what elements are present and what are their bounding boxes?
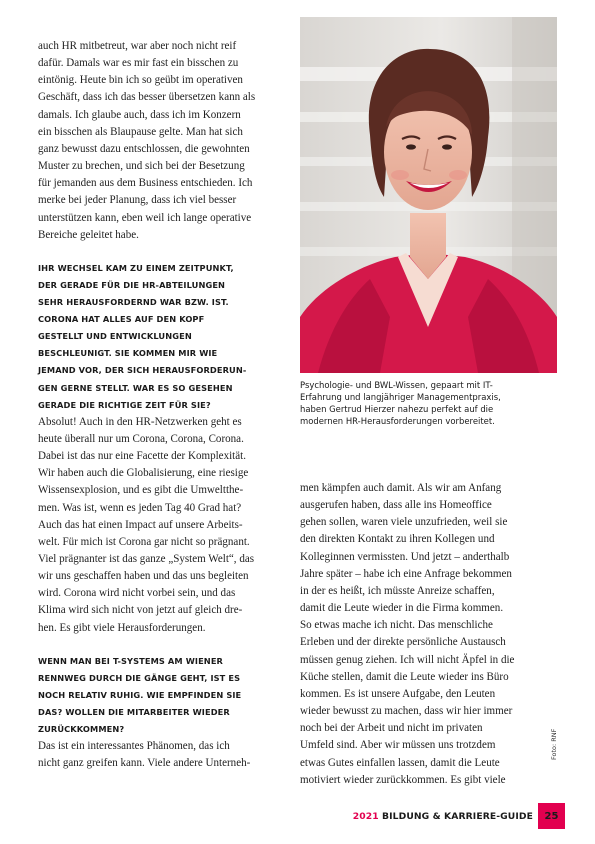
text-line: men. Was ist, wenn es jeden Tag 40 Grad hat? bbox=[38, 501, 242, 514]
text-line: DER GERADE FÜR DIE HR-ABTEILUNGEN bbox=[38, 279, 226, 290]
text-line: eintönig. Heute bin ich so geübt im operativen bbox=[38, 74, 243, 87]
text-line: modernen HR-Herausforderungen vorbereitet. bbox=[300, 416, 495, 427]
text-line: Viel prägnanter ist das ganze „System Welt“, das bbox=[38, 552, 255, 565]
text-line: auch HR mitbetreut, war aber noch nicht reif bbox=[38, 40, 237, 52]
text-line: NOCH RELATIV RUHIG. WIE EMPFINDEN SIE bbox=[38, 689, 242, 700]
interview-answer-1 bbox=[38, 414, 276, 637]
photo-caption bbox=[300, 379, 558, 427]
text-line: Auch das hat einen Impact auf unsere Arbeits- bbox=[38, 518, 243, 531]
text-line: Wissensexplosion, und es gibt die Umweltthe- bbox=[38, 484, 244, 497]
right-column bbox=[300, 480, 538, 789]
text-line: haben Gertrud Hierzer nahezu perfekt auf die bbox=[300, 404, 494, 415]
intro-paragraph bbox=[38, 38, 276, 244]
continued-answer bbox=[300, 480, 538, 789]
text-line: etwas Gutes einfallen lassen, damit die Leute bbox=[300, 756, 500, 769]
text-line: Jahre später – habe ich eine Anfrage bekommen bbox=[300, 567, 512, 580]
text-line: wir uns geschaffen haben und das uns begleiten bbox=[38, 570, 249, 583]
text-line: GESTELLT UND ENTWICKLUNGEN bbox=[38, 331, 192, 342]
text-line: müssen genug ziehen. Ich will nicht Äpfel in die bbox=[300, 653, 515, 666]
text-line: DAS? WOLLEN DIE MITARBEITER WIEDER bbox=[38, 707, 230, 718]
footer-title bbox=[353, 811, 533, 822]
text-line: Bereiche geleitet habe. bbox=[38, 228, 139, 241]
text-line: Psychologie- und BWL-Wissen, gepaart mit IT- bbox=[300, 380, 493, 390]
text-line: Umfeld sind. Aber wir müssen uns trotzdem bbox=[300, 739, 496, 752]
text-line: heute überall nur um Corona, Corona, Corona. bbox=[38, 432, 244, 445]
interview-answer-2 bbox=[38, 738, 276, 772]
text-line: Muster zu brechen, und sich bei der Besetzung bbox=[38, 160, 245, 173]
text-line: WENN MAN BEI T-SYSTEMS AM WIENER bbox=[38, 655, 224, 666]
text-line: Erfahrung und langjähriger Managementpraxis, bbox=[300, 392, 501, 403]
text-line: hen. Es gibt viele Herausforderungen. bbox=[38, 621, 206, 634]
text-line: noch bei der Arbeit und nicht im privaten bbox=[300, 722, 483, 735]
text-line: GEN GERNE STELLT. WAR ES SO GESEHEN bbox=[38, 382, 233, 393]
footer-guide-title: BILDUNG & KARRIERE-GUIDE bbox=[382, 811, 533, 822]
text-line: damit die Leute wieder in die Firma kommen. bbox=[300, 602, 504, 615]
left-column bbox=[38, 38, 276, 773]
text-line: wieder bewusst zu machen, dass wir hier immer bbox=[300, 705, 513, 718]
text-line: unterstützen kann, eben weil ich lange operative bbox=[38, 211, 252, 224]
text-line: GERADE DIE RICHTIGE ZEIT FÜR SIE? bbox=[38, 399, 211, 410]
text-line: den direkten Kontakt zu ihren Kollegen und bbox=[300, 533, 495, 546]
text-line: Küche stellen, damit die Leute wieder ins Büro bbox=[300, 670, 509, 683]
text-line: ganz bewusst dazu entschlossen, die gewohnten bbox=[38, 142, 250, 155]
text-line: Geschäft, dass ich das besser übersetzen kann als bbox=[38, 91, 256, 104]
text-line: BESCHLEUNIGT. SIE KOMMEN MIR WIE bbox=[38, 348, 218, 359]
text-line: men kämpfen auch damit. Als wir am Anfang bbox=[300, 482, 502, 494]
interview-question-1 bbox=[38, 260, 276, 414]
page-number: 25 bbox=[538, 803, 565, 829]
text-line: IHR WECHSEL KAM ZU EINEM ZEITPUNKT, bbox=[38, 262, 234, 273]
text-line: Das ist ein interessantes Phänomen, das ich bbox=[38, 740, 230, 753]
text-line: Dabei ist das nur eine Facette der Komplexität. bbox=[38, 450, 246, 463]
text-line: in der es heißt, ich müsste Anreize schaffen, bbox=[300, 584, 495, 597]
text-line: für jemanden aus dem Business entschieden. Ich bbox=[38, 177, 253, 190]
text-line: wird. Corona wird nicht vorbei sein, und das bbox=[38, 587, 236, 600]
text-line: ZURÜCKKOMMEN? bbox=[38, 724, 125, 735]
text-line: Klima wird sich nicht von jetzt auf gleich dre- bbox=[38, 604, 243, 617]
text-line: welt. Für mich ist Corona gar nicht so prägnant. bbox=[38, 535, 250, 548]
text-line: merke bei jeder Planung, dass ich viel besser bbox=[38, 194, 237, 207]
text-line: motiviert wieder zurückkommen. Es gibt viele bbox=[300, 773, 506, 786]
text-line: Absolut! Auch in den HR-Netzwerken geht es bbox=[38, 415, 242, 428]
text-line: nicht ganz greifen kann. Viele andere Unterneh- bbox=[38, 757, 251, 770]
text-line: dafür. Damals war es mir fast ein bisschen zu bbox=[38, 57, 239, 70]
photo-credit: Foto: RNF bbox=[550, 728, 558, 760]
text-line: RENNWEG DURCH DIE GÄNGE GEHT, IST ES bbox=[38, 672, 241, 683]
text-line: CORONA HAT ALLES AUF DEN KOPF bbox=[38, 314, 205, 325]
text-line: ein bisschen als Blaupause gelte. Man hat sich bbox=[38, 125, 243, 138]
text-line: ausgerufen haben, dass alle ins Homeoffice bbox=[300, 499, 492, 512]
text-line: SEHR HERAUSFORDERND WAR BZW. IST. bbox=[38, 297, 229, 308]
text-line: Wir haben auch die Globalisierung, eine riesige bbox=[38, 467, 249, 480]
text-line: damals. Ich glaube auch, dass ich im Konzern bbox=[38, 108, 241, 121]
portrait-photo bbox=[300, 17, 557, 373]
text-line: kommen. Es ist unsere Aufgabe, den Leuten bbox=[300, 687, 496, 700]
text-line: Kolleginnen vermissten. Und jetzt – anderthalb bbox=[300, 550, 510, 563]
text-line: gehen sollen, waren viele unzufrieden, weil sie bbox=[300, 516, 508, 529]
interview-question-2 bbox=[38, 653, 276, 738]
portrait-illustration bbox=[300, 17, 557, 373]
text-line: So etwas mache ich nicht. Das menschliche bbox=[300, 619, 493, 632]
footer-year: 2021 bbox=[352, 811, 379, 822]
text-line: JEMAND VOR, DER SICH HERAUSFORDERUN- bbox=[38, 365, 247, 376]
text-line: Erleben und der direkte persönliche Austausch bbox=[300, 636, 506, 649]
